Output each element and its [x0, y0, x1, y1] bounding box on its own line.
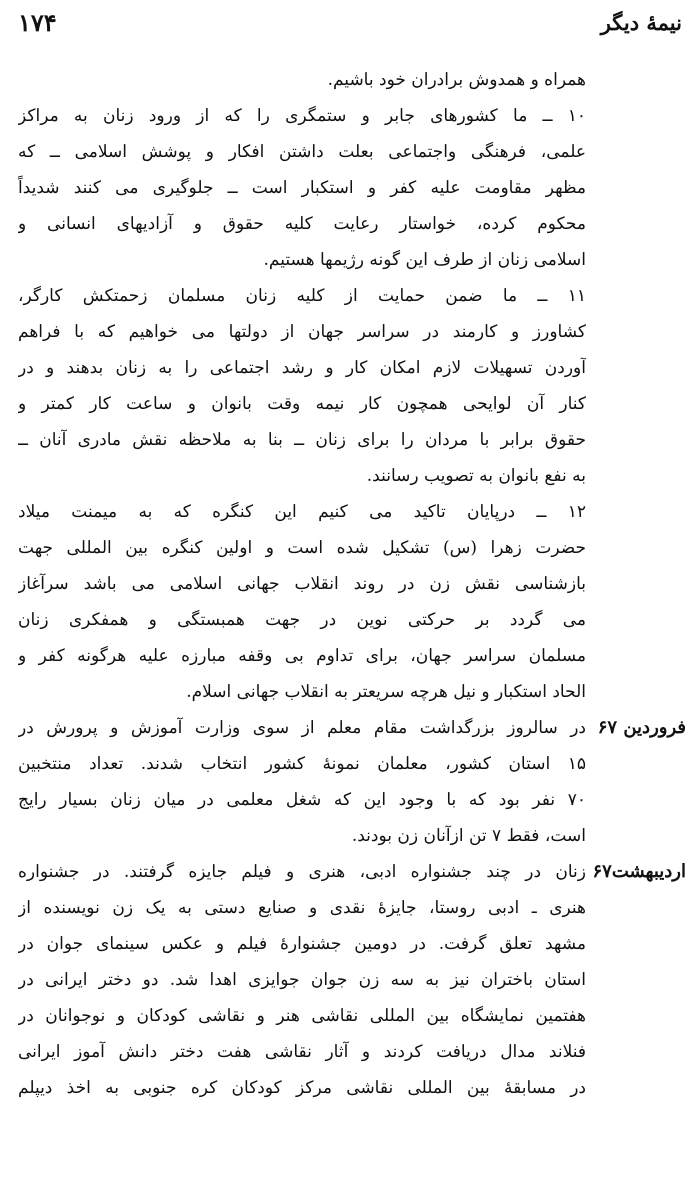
text-line-3: علمی، فرهنگی واجتماعی بعلت داشتن افکار و پوشش اسلامی ــ که: [18, 142, 586, 162]
text-line-6: اسلامی زنان از طرف این گونه رژیمها هستیم.: [263, 250, 586, 270]
text-line-19: در سالروز بزرگداشت مقام معلم از سوی وزارت آموزش و پرورش در: [18, 718, 586, 738]
text-line-17: مسلمان سراسر جهان، برای تداوم بی وقفه مبارزه علیه هرگونه کفر و: [18, 646, 586, 666]
running-title: نیمهٔ دیگر: [600, 10, 682, 35]
text-line-13: ۱۲ ــ درپایان تاکید می کنیم این کنگره که به میمنت میلاد: [18, 502, 586, 522]
text-line-15: بازشناسی نقش زن در روند انقلاب جهانی اسلامی می باشد سرآغاز: [18, 574, 586, 594]
text-line-26: استان باختران نیز به سه زن جوان جوایزی اهدا شد. دو دختر ایرانی در: [18, 970, 586, 990]
page-number: ۱۷۴: [18, 8, 57, 37]
text-line-14: حضرت زهرا (س) تشکیل شده است و اولین کنگره بین المللی جهت: [18, 538, 586, 558]
text-line-24: هنری ـ ادبی روستا، جایزهٔ نقدی و صنایع دستی به یک زن نویسنده از: [18, 898, 586, 918]
text-line-8: کشاورز و کارمند در سراسر جهان از دولتها می خواهیم که با فراهم: [18, 322, 586, 342]
text-line-29: در مسابقهٔ بین المللی نقاشی مرکز کودکان کره جنوبی به اخذ دیپلم: [18, 1078, 586, 1098]
text-line-2: ۱۰ ــ ما کشورهای جابر و ستمگری را که از ورود زنان به مراکز: [18, 106, 586, 126]
text-line-22: است، فقط ۷ تن ازآنان زن بودند.: [351, 826, 586, 846]
page-header: [18, 8, 682, 48]
text-line-28: فنلاند مدال دریافت کردند و آثار نقاشی هفت دختر دانش آموز ایرانی: [18, 1042, 586, 1062]
text-line-11: حقوق برابر با مردان را برای زنان ــ بنا به ملاحظه نقش مادری آنان ــ: [18, 430, 586, 450]
text-line-18: الحاد استکبار و نیل هرچه سریعتر به انقلاب جهانی اسلام.: [186, 682, 586, 702]
text-line-25: مشهد تعلق گرفت. در دومین جشنوارهٔ فیلم و عکس سینمای جوان در: [18, 934, 586, 954]
margin-date-ordibehesht: اردیبهشت۶۷: [592, 861, 686, 882]
text-line-20: ۱۵ استان کشور، معلمان نمونهٔ کشور انتخاب شدند. تعداد منتخبین: [18, 754, 586, 774]
text-line-1: همراه و همدوش برادران خود باشیم.: [327, 70, 586, 90]
text-line-5: محکوم کرده، خواستار رعایت کلیه حقوق و آزادیهای انسانی و: [18, 214, 586, 234]
text-line-7: ۱۱ ــ ما ضمن حمایت از کلیه زنان مسلمان زحمتکش کارگر،: [18, 286, 586, 306]
text-line-21: ۷۰ نفر بود که با وجود این که شغل معلمی در میان زنان بسیار رایج: [18, 790, 586, 810]
text-line-23: زنان در چند جشنواره ادبی، هنری و فیلم جایزه گرفتند. در جشنواره: [18, 862, 586, 882]
margin-date-farvardin: فروردین ۶۷: [597, 717, 686, 738]
text-line-12: به نفع بانوان به تصویب رسانند.: [366, 466, 586, 486]
text-line-16: می گردد بر حرکتی نوین در جهت همبستگی و همفکری زنان: [18, 610, 586, 630]
text-line-9: آوردن تسهیلات لازم امکان کار و رشد اجتماعی را به زنان بدهند و در: [18, 358, 586, 378]
text-line-4: مظهر مقاومت علیه کفر و استکبار است ــ جلوگیری می کنند شدیداً: [18, 178, 586, 198]
text-line-27: هفتمین نمایشگاه بین المللی نقاشی هنر و نقاشی کودکان و نوجوانان در: [18, 1006, 586, 1026]
text-line-10: کنار آن لوایحی همچون کار نیمه وقت بانوان و ساعت کار کمتر و: [18, 394, 586, 414]
